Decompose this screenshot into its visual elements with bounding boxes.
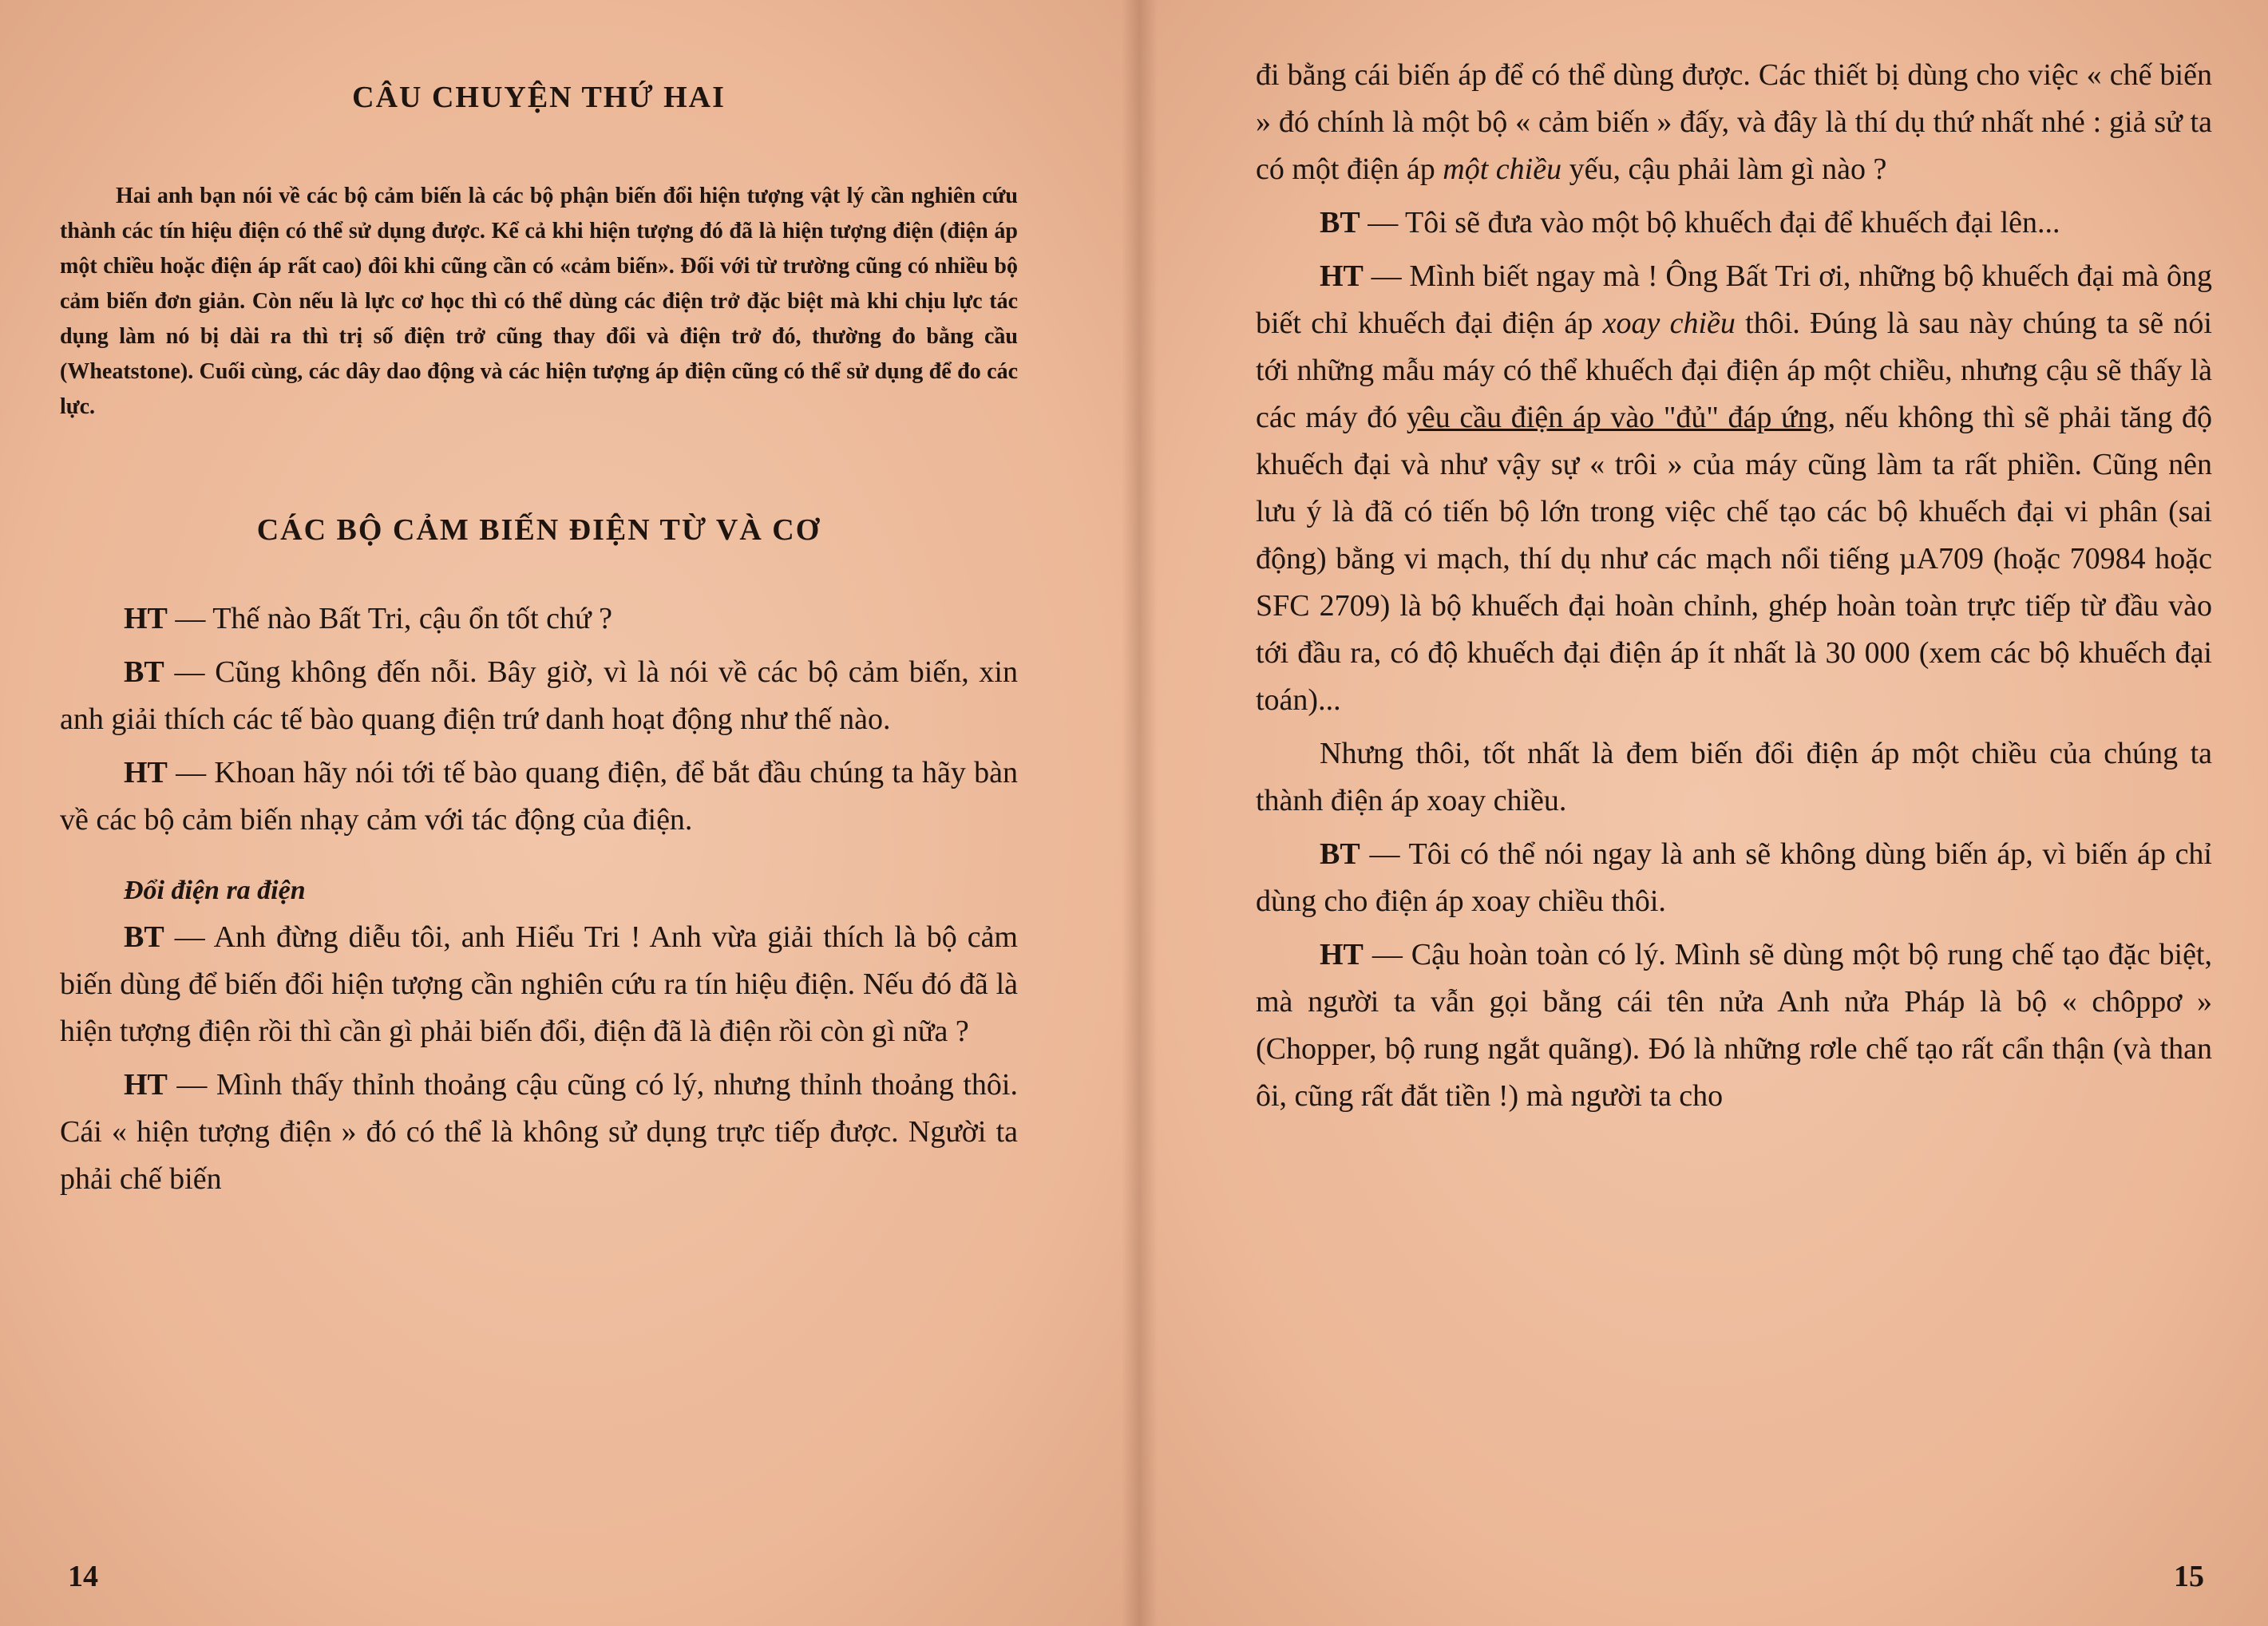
page-number: 14 (68, 1560, 98, 1593)
emphasis-text: xoay chiều (1602, 307, 1736, 340)
paragraph-text: — Mình thấy thỉnh thoảng cậu cũng có lý, nhưng thỉnh thoảng thôi. Cái « hiện tượng điện » đó có thể là không sử dụng trực tiếp được. Người ta phải chế biến (60, 1068, 1018, 1196)
speaker-label: HT (1320, 259, 1364, 293)
dialogue-paragraph (1256, 253, 2212, 724)
speaker-label: HT (1320, 938, 1364, 971)
speaker-label: BT (124, 920, 164, 954)
paragraph-text: — Tôi sẽ đưa vào một bộ khuếch đại để khuếch đại lên... (1360, 206, 2060, 239)
paragraph-text: — Tôi có thể nói ngay là anh sẽ không dùng biến áp, vì biến áp chỉ dùng cho điện áp xoay chiều thôi. (1256, 837, 2212, 918)
paragraph-text: , nếu không thì sẽ phải tăng độ khuếch đại và như vậy sự « trôi » của máy cũng làm ta rất phiền. Cũng nên lưu ý là đã có tiến bộ lớn trong việc chế tạo các bộ khuếch đại vi phân (sai động) bằng vi mạch, thí dụ như các mạch nổi tiếng µA709 (hoặc 70984 hoặc SFC 2709) là bộ khuếch đại hoàn chỉnh, ghép hoàn toàn trực tiếp từ đầu vào tới đầu ra, có độ khuếch đại điện áp ít nhất là 30 000 (xem các bộ khuếch đại toán)... (1256, 401, 2212, 717)
paragraph-text: đi bằng cái biến áp để có thể dùng được. Các thiết bị dùng cho việc « chế biến » đó chính là một bộ « cảm biến » đấy, và đây là thí dụ thứ nhất nhé : giả sử ta có một điện áp (1256, 58, 2212, 186)
dialogue-paragraph (1256, 932, 2212, 1120)
underlined-text: yêu cầu điện áp vào "đủ" đáp ứng (1406, 401, 1828, 434)
paragraph-text: — Anh đừng diễu tôi, anh Hiểu Tri ! Anh vừa giải thích là bộ cảm biến dùng để biến đổi hiện tượng cần nghiên cứu ra tín hiệu điện. Nếu đó đã là hiện tượng điện rồi thì cần gì phải biến đổi, điện đã là điện rồi còn gì nữa ? (60, 920, 1018, 1048)
dialogue-paragraph (60, 649, 1018, 743)
dialogue-paragraph (1256, 200, 2212, 247)
page-number: 15 (2174, 1560, 2204, 1593)
right-page (1138, 0, 2268, 1626)
paragraph-text: thôi. Đúng là sau này chúng ta sẽ nói tới những mẫu máy có thể khuếch đại điện áp một chiều, nhưng cậu sẽ thấy là các máy đó (1256, 307, 2212, 434)
speaker-label: HT (124, 602, 168, 635)
dialogue-paragraph (60, 750, 1018, 844)
dialogue-paragraph (60, 914, 1018, 1055)
paragraph-text: — Mình biết ngay mà ! Ông Bất Tri ơi, những bộ khuếch đại mà ông biết chỉ khuếch đại điện áp (1256, 259, 2212, 340)
paragraph-text: — Thế nào Bất Tri, cậu ổn tốt chứ ? (167, 602, 613, 635)
speaker-label: BT (1320, 206, 1360, 239)
speaker-label: HT (124, 756, 168, 789)
subsection-heading: Đổi điện ra điện (124, 876, 306, 905)
dialogue-paragraph (60, 1062, 1018, 1203)
section-title: CÁC BỘ CẢM BIẾN ĐIỆN TỪ VÀ CƠ (256, 513, 821, 547)
speaker-label: BT (1320, 837, 1360, 871)
speaker-label: BT (124, 655, 164, 689)
emphasis-text: một chiều (1443, 152, 1562, 186)
narrative-paragraph: Nhưng thôi, tốt nhất là đem biến đổi điện áp một chiều của chúng ta thành điện áp xoay chiều. (1256, 737, 2212, 817)
dialogue-paragraph (60, 595, 1018, 643)
paragraph-text: — Cậu hoàn toàn có lý. Mình sẽ dùng một bộ rung chế tạo đặc biệt, mà người ta vẫn gọi bằng cái tên nửa Anh nửa Pháp là bộ « chôppơ » (Chopper, bộ rung ngắt quãng). Đó là những rơle chế tạo rất cẩn thận (và than ôi, cũng rất đắt tiền !) mà người ta cho (1256, 938, 2212, 1113)
chapter-summary: Hai anh bạn nói về các bộ cảm biến là các bộ phận biến đổi hiện tượng vật lý cần nghiên cứu thành các tín hiệu điện có thể sử dụng được. Kể cả khi hiện tượng đó đã là hiện tượng điện (điện áp một chiều hoặc điện áp rất cao) đôi khi cũng cần có «cảm biến». Đối với từ trường cũng có nhiều bộ cảm biến đơn giản. Còn nếu là lực cơ học thì có thể dùng các điện trở đặc biệt mà khi chịu lực tác dụng làm nó bị dài ra thì trị số điện trở cũng thay đổi và điện trở đó, thường đo bằng cầu (Wheatstone). Cuối cùng, các dây dao động và các hiện tượng áp điện cũng có thể sử dụng để đo các lực. (60, 184, 1018, 419)
dialogue-paragraph (1256, 831, 2212, 925)
paragraph-text: — Cũng không đến nỗi. Bây giờ, vì là nói về các bộ cảm biến, xin anh giải thích các tế bào quang điện trứ danh hoạt động như thế nào. (60, 655, 1018, 736)
continued-paragraph (1256, 52, 2212, 193)
paragraph-text: — Khoan hãy nói tới tế bào quang điện, để bắt đầu chúng ta hãy bàn về các bộ cảm biến nhạy cảm với tác động của điện. (60, 756, 1018, 837)
story-title: CÂU CHUYỆN THỨ HAI (352, 81, 726, 114)
paragraph-text: yếu, cậu phải làm gì nào ? (1561, 152, 1887, 186)
speaker-label: HT (124, 1068, 168, 1102)
